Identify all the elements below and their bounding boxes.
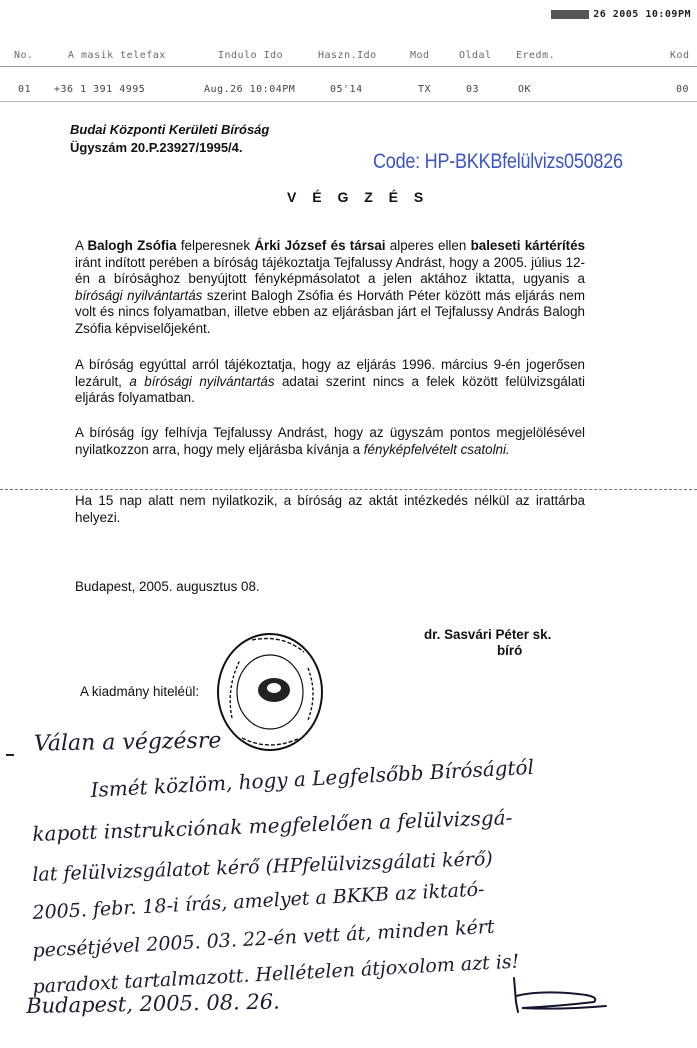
fax-divider-bottom [0,101,697,102]
paragraph-4: Ha 15 nap alatt nem nyilatkozik, a bíróság az aktát intézkedés nélkül az irattárba helyezi. [75,493,585,525]
handwritten-date: Budapest, 2005. 08. 26. [26,989,281,1018]
handwritten-signature [500,972,610,1020]
paragraph-1: A Balogh Zsófia felperesnek Árki József és társai alperes ellen baleseti kártérítés iránt indított perében a bíróság tájékoztatja Tejfalussy Andrást, hogy a 2005. július 12-én a bírósághoz benyújtott fényképmásolatot a jelen aktához iktatta, ugyanis a bírósági nyilvántartás szerint Balogh Zsófia és Horváth Péter között más eljárás nem volt és nincs folyamatban, illetve ebben az eljárásban járt el Tejfalussy András Balogh Zsófia képviselőjeként. [75,238,586,336]
case-number: Ügyszám 20.P.23927/1995/4. [70,140,243,155]
fax-row-start: Aug.26 10:04PM [204,84,296,95]
fax-col-no: No. [14,50,34,61]
handwritten-line-5: pecsétjével 2005. 03. 22-én vett át, minden kért [32,915,496,962]
document-title: V É G Z É S [287,189,430,205]
court-name: Budai Központi Kerületi Bíróság [70,122,270,137]
fax-col-mode: Mod [410,50,430,61]
judge-role: bíró [497,643,523,658]
handwritten-line-3: lat felülvizsgálatot kérő (HPfelülvizsgálati kérő) [32,847,494,886]
handwritten-line-1: Ismét közlöm, hogy a Legfelsőbb Bíróságtól [90,754,535,802]
fax-divider-top [0,66,697,67]
fax-row-no: 01 [18,84,32,95]
fax-col-code: Kod [670,50,690,61]
fax-streak [0,489,697,490]
fax-row-mode: TX [418,84,432,95]
fax-col-result: Eredm. [516,50,556,61]
fax-row-duration: 05'14 [330,84,363,95]
code-stamp: Code: HP-BKKBfelülvizs050826 [373,150,623,173]
fax-row-number: +36 1 391 4995 [54,84,146,95]
place-date: Budapest, 2005. augusztus 08. [75,579,260,594]
fax-row-result: OK [518,84,532,95]
judge-name: dr. Sasvári Péter sk. [424,627,552,642]
handwritten-heading: Válan a végzésre [33,728,222,757]
handwritten-line-2: kapott instrukciónak megfelelően a felülvizsgá- [32,805,513,846]
fax-col-pages: Oldal [459,50,492,61]
court-seal [212,628,328,756]
margin-dash [6,754,14,756]
fax-timestamp: 26 2005 10:09PM [551,9,691,20]
handwritten-line-6: paradoxt tartalmazott. Hellételen átjoxolom azt is! [32,950,520,998]
fax-col-duration: Haszn.Ido [318,50,377,61]
paragraph-3: A bíróság így felhívja Tejfalussy Andrást, hogy az ügyszám pontos megjelölésével nyilatkozzon arra, hogy mely eljárásba kívánja a fényképfelvételt csatolni. [75,425,585,457]
fax-col-start: Indulo Ido [218,50,284,61]
handwritten-line-4: 2005. febr. 18-i írás, amelyet a BKKB az iktató- [32,878,485,924]
fax-col-telefax: A masik telefax [68,50,166,61]
kiadmany-label: A kiadmány hiteléül: [80,684,200,699]
fax-row-code: 00 [676,84,690,95]
paragraph-2: A bíróság egyúttal arról tájékoztatja, hogy az eljárás 1996. március 9-én jogerősen lezárult, a bírósági nyilvántartás adatai szerint nincs a felek között felülvizsgálati eljárás folyamatban. [75,357,585,405]
fax-row-pages: 03 [466,84,480,95]
